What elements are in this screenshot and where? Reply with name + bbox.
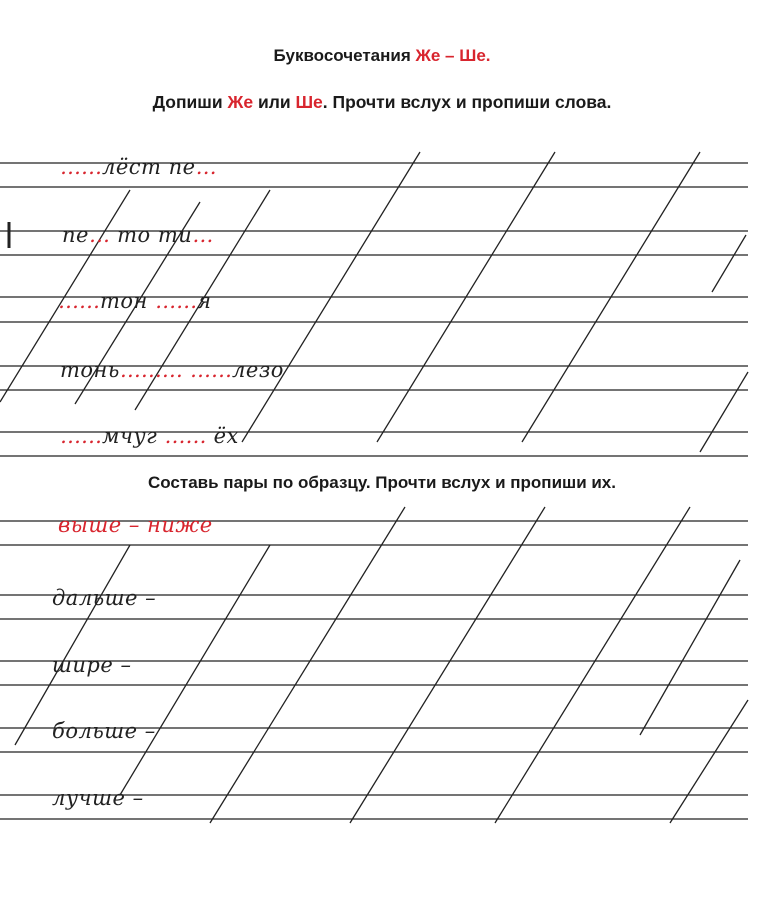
task1-instruction-end: . Прочти вслух и пропиши слова.	[322, 92, 612, 112]
title-letter-combinations: Же – Ше.	[415, 46, 491, 65]
word-fragment: я	[197, 289, 212, 313]
fill-in-blank: ……	[155, 289, 198, 313]
word-fragment	[183, 358, 190, 382]
task1-instruction-start: Допиши	[152, 92, 228, 112]
slant-guide	[640, 560, 740, 735]
slant-guide	[120, 545, 270, 795]
task2-word-4: лучше –	[52, 786, 144, 810]
task1-zhe: Же	[227, 92, 254, 112]
task1-or: или	[253, 92, 296, 112]
slant-guide	[712, 235, 746, 292]
task1-she: Ше	[295, 92, 323, 112]
word-fragment: мчуг	[102, 424, 165, 448]
fill-in-blank: ……	[58, 289, 100, 313]
task2-instruction: Составь пары по образцу. Прочти вслух и пропиши их.	[148, 473, 616, 492]
fill-in-blank: …	[195, 155, 217, 179]
word-fragment: ёх	[206, 424, 239, 448]
task1-row-4	[60, 358, 284, 382]
fill-in-blank: ……	[164, 424, 207, 448]
task2-word-3: больше –	[52, 719, 156, 743]
title-prefix: Буквосочетания	[273, 46, 416, 65]
slant-guide	[350, 507, 545, 823]
word-fragment: тон	[100, 289, 156, 313]
task1-row-3	[58, 289, 211, 313]
task2-word-2: шире –	[52, 653, 132, 677]
page-title	[0, 46, 764, 66]
task1-instruction	[0, 92, 764, 113]
task2-word-1: дальше –	[52, 586, 157, 610]
fill-in-blank: ……	[60, 424, 102, 448]
slant-guide	[15, 545, 130, 745]
fill-in-blank: …	[88, 223, 110, 247]
slant-guide	[210, 507, 405, 823]
word-fragment: пе	[62, 223, 89, 247]
word-fragment: то ти	[109, 223, 193, 247]
example-pair: выше – ниже	[58, 513, 213, 537]
word-fragment: лезо	[232, 358, 284, 382]
task1-row-1	[60, 155, 217, 179]
fill-in-blank: ………	[119, 358, 183, 382]
word-fragment: лёст пе	[102, 155, 196, 179]
fill-in-blank: ……	[190, 358, 233, 382]
slant-guide	[670, 700, 748, 823]
task1-row-2	[62, 223, 213, 247]
fill-in-blank: ……	[60, 155, 102, 179]
word-fragment: тонь	[60, 358, 120, 382]
slant-guide	[700, 372, 748, 452]
slant-guide	[495, 507, 690, 823]
task1-row-5	[60, 424, 239, 448]
fill-in-blank: …	[192, 223, 214, 247]
